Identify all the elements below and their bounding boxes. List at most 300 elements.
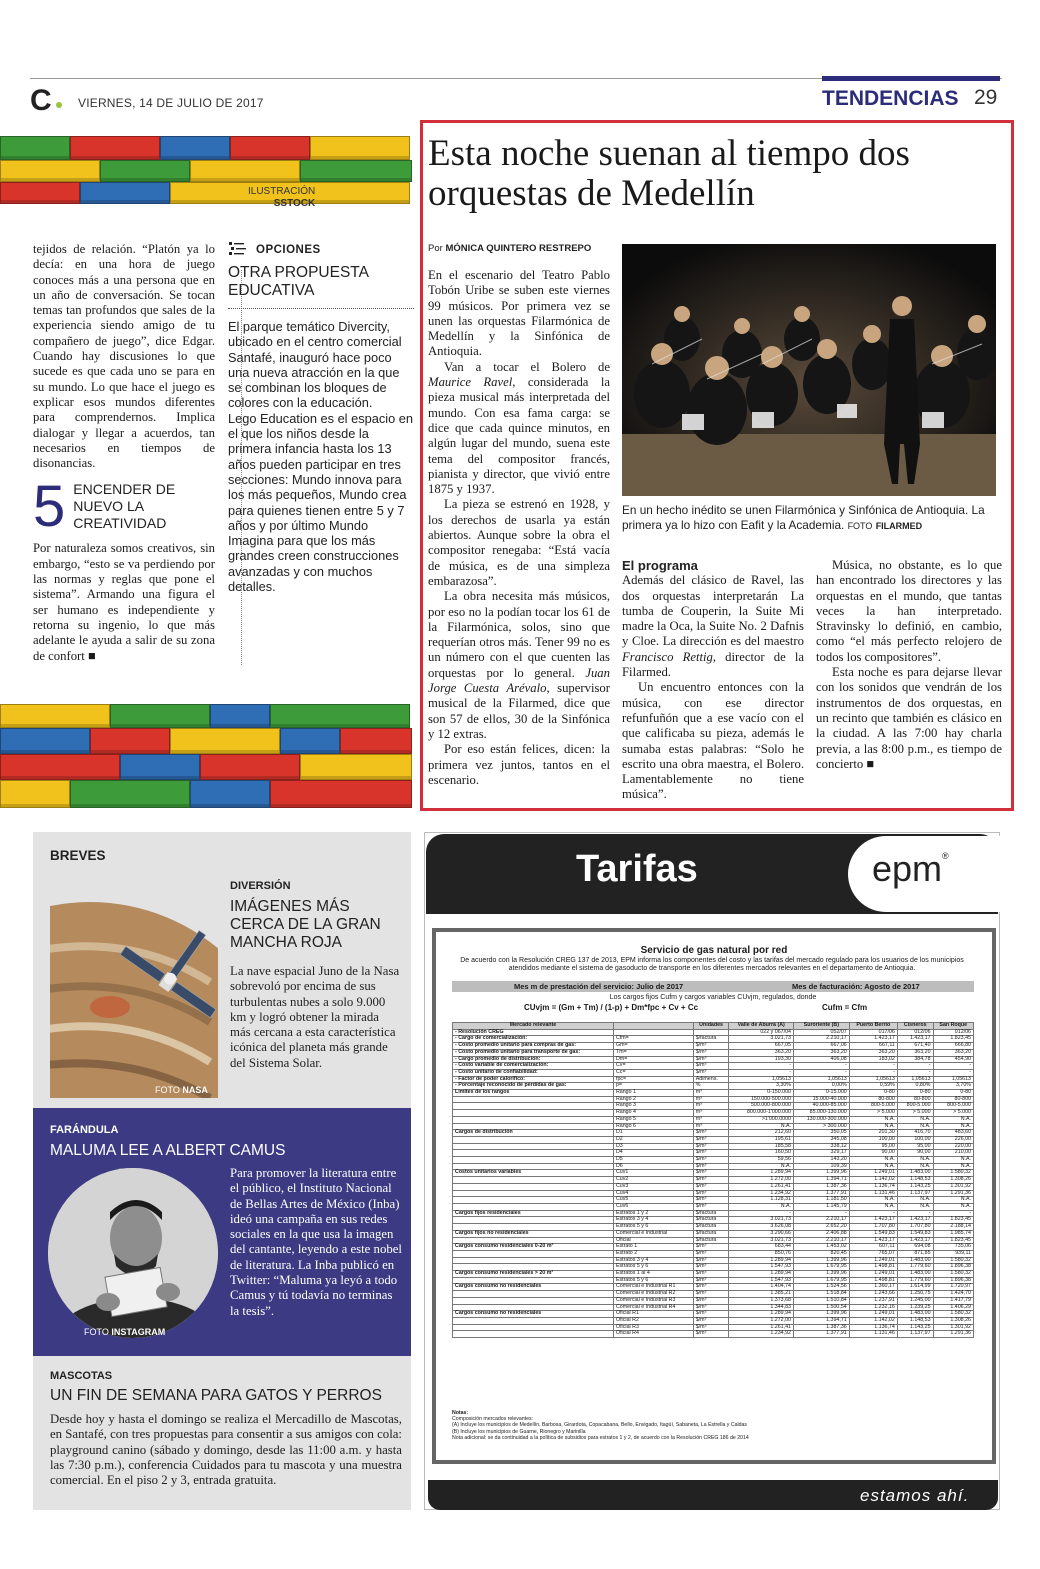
- table-header-cell: Puerto Berrío: [849, 1023, 897, 1030]
- orchestra-photo: [622, 244, 996, 496]
- table-cell: Estratos 5 y 6: [613, 1277, 693, 1284]
- table-cell: $/m³: [693, 1056, 729, 1063]
- table-cell: 2.210,17: [794, 1036, 850, 1043]
- table-cell: $/m³: [693, 1291, 729, 1298]
- table-cell: -: [794, 1210, 850, 1217]
- table-cell: -: [933, 1063, 973, 1070]
- table-cell: 1.249,01: [849, 1257, 897, 1264]
- table-cell: 1.234,92: [729, 1331, 794, 1338]
- table-cell: [453, 1116, 614, 1123]
- byline-prefix: Por: [428, 243, 443, 254]
- note-extra: Nota adicional: se da continuidad a la política de subsidios para estratos 1 y 2, de acuerdo con la Resolución CREG 186 de 2014: [452, 1434, 749, 1441]
- tariff-table: [452, 1022, 974, 1338]
- breves-heading: BREVES: [50, 848, 106, 863]
- photo-credit-source: INSTAGRAM: [111, 1327, 166, 1337]
- table-cell: 1.614,99: [897, 1284, 933, 1291]
- photo-credit: [84, 1327, 165, 1337]
- table-cell: 220,00: [933, 1143, 973, 1150]
- table-cell: $/m³: [693, 1264, 729, 1271]
- logo-dot-icon: [56, 102, 62, 108]
- table-cell: N.A.: [849, 1203, 897, 1210]
- table-cell: Estratos 5 y 6: [613, 1264, 693, 1271]
- lego-brick: [0, 704, 110, 728]
- illustration-credit: [248, 186, 315, 210]
- table-cell: [453, 1250, 614, 1257]
- table-cell: 1.549,83: [849, 1230, 897, 1237]
- table-cell: $/m³: [693, 1183, 729, 1190]
- table-cell: 1.580,32: [933, 1257, 973, 1264]
- table-cell: Oficial R4: [613, 1331, 693, 1338]
- table-cell: - Porcentaje reconocido de pérdidas de gas:: [453, 1083, 614, 1090]
- photo-credit: [155, 1085, 208, 1095]
- table-cell: [453, 1197, 614, 1204]
- table-cell: $/m³: [693, 1130, 729, 1137]
- table-cell: N.A.: [729, 1123, 794, 1130]
- lego-brick: [230, 136, 310, 160]
- table-cell: 1.823,45: [933, 1237, 973, 1244]
- table-row: [453, 1230, 974, 1237]
- table-cell: 1.406,29: [933, 1304, 973, 1311]
- table-cell: 2.406,88: [794, 1230, 850, 1237]
- table-cell: 363,20: [897, 1049, 933, 1056]
- lego-brick: [300, 160, 412, 182]
- article-paragraph: En el escenario del Teatro Pablo Tobón Uribe se suben este viernes 99 músicos. Por primera vez se unen las orquestas Filarmónica de Medellín y la Sinfónica de Antioquia.: [428, 268, 610, 359]
- table-cell: 666,80: [933, 1043, 973, 1050]
- article-paragraph: Esta noche es para dejarse llevar con los sonidos que vendrán de los instrumentos de dos orquestas, en un recinto que también es clásico en la ciudad. A las 7:00 hay charla previa, a las 8:00 p.m., es tiempo de concierto ■: [816, 665, 1002, 771]
- table-row: [453, 1143, 974, 1150]
- table-cell: 1.549,83: [897, 1230, 933, 1237]
- person-name: Francisco Rettig: [622, 649, 713, 664]
- table-cell: $/factura: [693, 1237, 729, 1244]
- table-cell: 100,00: [897, 1136, 933, 1143]
- table-cell: Cargos fijos residenciales: [453, 1210, 614, 1217]
- section-title: TENDENCIAS: [822, 87, 959, 110]
- step-title: ENCENDER DE NUEVO LA CREATIVIDAD: [73, 481, 176, 532]
- table-row: [453, 1250, 974, 1257]
- table-cell: 1.261,41: [729, 1324, 794, 1331]
- table-cell: %: [693, 1083, 729, 1090]
- table-cell: $/m³: [693, 1063, 729, 1070]
- photo-credit-source: NASA: [182, 1085, 208, 1095]
- table-cell: Comercial e Industrial R2: [613, 1291, 693, 1298]
- table-cell: $/m³: [693, 1203, 729, 1210]
- table-cell: Dm=: [613, 1056, 693, 1063]
- table-cell: 1.272,00: [729, 1317, 794, 1324]
- table-cell: 1.243,66: [849, 1291, 897, 1298]
- table-cell: 667,05: [729, 1043, 794, 1050]
- table-cell: $/m³: [693, 1143, 729, 1150]
- lego-brick: [80, 182, 170, 204]
- table-cell: -: [729, 1063, 794, 1070]
- table-cell: D5: [613, 1157, 693, 1164]
- table-cell: m³: [693, 1103, 729, 1110]
- table-cell: 012/06: [933, 1029, 973, 1036]
- table-cell: 95,00: [849, 1143, 897, 1150]
- table-cell: 1.249,01: [849, 1170, 897, 1177]
- farandula-title: MALUMA LEE A ALBERT CAMUS: [50, 1142, 286, 1159]
- table-row: [453, 1257, 974, 1264]
- lego-brick: [270, 780, 412, 808]
- table-cell: 667,06: [794, 1043, 850, 1050]
- table-cell: 1.399,96: [794, 1257, 850, 1264]
- table-cell: 1.301,92: [933, 1183, 973, 1190]
- table-row: [453, 1083, 974, 1090]
- table-cell: $/m³: [693, 1069, 729, 1076]
- lego-brick: [70, 780, 190, 808]
- table-cell: N.A.: [729, 1163, 794, 1170]
- table-cell: 1.245,00: [897, 1297, 933, 1304]
- lego-brick: [90, 728, 170, 754]
- ad-title: Tarifas: [576, 848, 698, 890]
- table-cell: Comercial e Industrial R3: [613, 1297, 693, 1304]
- table-cell: N.A.: [933, 1157, 973, 1164]
- lego-brick: [340, 728, 412, 754]
- table-cell: $/m³: [693, 1304, 729, 1311]
- table-cell: 939,11: [933, 1250, 973, 1257]
- table-cell: 1.142,02: [849, 1177, 897, 1184]
- lego-brick: [190, 160, 300, 182]
- step-heading: [33, 481, 215, 533]
- table-cell: -: [849, 1210, 897, 1217]
- table-cell: 1.580,32: [933, 1311, 973, 1318]
- caption-text: En un hecho inédito se unen Filarmónica y Sinfónica de Antioquia. La primera ya lo hizo con Eafit y la Academia.: [622, 503, 985, 532]
- table-header-cell: Suroriente (B): [794, 1023, 850, 1030]
- table-cell: 1.424,70: [933, 1291, 973, 1298]
- opciones-body: [228, 319, 414, 594]
- table-cell: 1.360,17: [849, 1284, 897, 1291]
- table-cell: 0-150.000: [729, 1090, 794, 1097]
- table-cell: Cargos consumo no residenciales: [453, 1311, 614, 1318]
- table-cell: 1.291,36: [933, 1190, 973, 1197]
- table-cell: Rango 2: [613, 1096, 693, 1103]
- table-cell: N.A.: [933, 1123, 973, 1130]
- table-cell: Oficial: [613, 1237, 693, 1244]
- table-cell: 1.524,56: [794, 1284, 850, 1291]
- table-cell: 1.250,75: [897, 1291, 933, 1298]
- table-cell: 1.423,17: [849, 1237, 897, 1244]
- table-row: [453, 1317, 974, 1324]
- table-cell: 0-80: [933, 1090, 973, 1097]
- table-row: [453, 1136, 974, 1143]
- table-cell: D1: [613, 1130, 693, 1137]
- tariff-intro: De acuerdo con la Resolución CREG 137 de 2013, EPM informa los componentes del costo y las tarifas del mercado regulado para los usuarios de los municipios atendidos mediante el sistema de gasoducto de transporte en los diferentes mercados relevantes en el departamento de Antioquia.: [460, 957, 964, 972]
- table-cell: >1'000.0000: [729, 1116, 794, 1123]
- maluma-photo: [48, 1168, 218, 1338]
- table-row: [453, 1311, 974, 1318]
- table-cell: 1.399,96: [794, 1170, 850, 1177]
- table-cell: 3.290,66: [729, 1230, 794, 1237]
- table-cell: 1,05613: [897, 1076, 933, 1083]
- table-cell: 416,70: [897, 1130, 933, 1137]
- table-cell: 85.000-130.000: [794, 1110, 850, 1117]
- table-cell: 1.289,94: [729, 1257, 794, 1264]
- table-cell: $/factura: [693, 1217, 729, 1224]
- table-row: [453, 1170, 974, 1177]
- table-cell: - Costo unitario de confiabilidad:: [453, 1069, 614, 1076]
- billing-period-bar: [452, 981, 974, 992]
- table-cell: Comercial e Industrial: [613, 1230, 693, 1237]
- article-paragraph: [622, 573, 804, 680]
- table-cell: 80-800: [849, 1096, 897, 1103]
- table-cell: 1.483,00: [897, 1170, 933, 1177]
- table-cell: 1.232,16: [849, 1304, 897, 1311]
- table-cell: -: [897, 1210, 933, 1217]
- table-cell: N.A.: [933, 1116, 973, 1123]
- table-cell: 1.823,45: [933, 1036, 973, 1043]
- juno-jupiter-photo: [50, 872, 218, 1098]
- table-cell: 1.131,46: [849, 1190, 897, 1197]
- reader-portrait-illustration: [48, 1168, 218, 1338]
- table-cell: 1.498,81: [849, 1264, 897, 1271]
- opciones-heading: [228, 240, 414, 256]
- table-cell: [453, 1291, 614, 1298]
- table-cell: 363,20: [933, 1049, 973, 1056]
- table-cell: 1,05613: [729, 1076, 794, 1083]
- table-cell: 800-5.000: [897, 1103, 933, 1110]
- table-cell: N.A.: [897, 1123, 933, 1130]
- table-cell: 3.021,73: [729, 1036, 794, 1043]
- table-cell: 765,07: [849, 1250, 897, 1257]
- table-cell: N.A.: [897, 1116, 933, 1123]
- table-cell: 1.289,94: [729, 1311, 794, 1318]
- table-cell: Cargos de distribución: [453, 1130, 614, 1137]
- table-cell: Adimens.: [693, 1076, 729, 1083]
- table-cell: D4: [613, 1150, 693, 1157]
- article-paragraph: [428, 360, 610, 498]
- table-cell: 338,12: [794, 1143, 850, 1150]
- formula-variable: CUvjm = (Gm + Tm) / (1-p) + Dm*fpc + Cv + Cc: [524, 1003, 699, 1012]
- table-cell: 345,08: [794, 1136, 850, 1143]
- lego-illustration-bottom: [0, 700, 412, 808]
- table-row: [453, 1244, 974, 1251]
- table-cell: $/factura: [693, 1036, 729, 1043]
- table-row: [453, 1130, 974, 1137]
- table-cell: 1.301,92: [933, 1324, 973, 1331]
- table-cell: m³: [693, 1110, 729, 1117]
- table-cell: 1.145,79: [794, 1203, 850, 1210]
- table-cell: -: [729, 1069, 794, 1076]
- table-cell: > 5.000: [849, 1110, 897, 1117]
- mascotas-body: Desde hoy y hasta el domingo se realiza el Mercadillo de Mascotas, en Santafé, con tres propuestas para consentir a sus amigos con cola: playground canino (sábado y domingo, desde las 11:00 a.m. y hasta las 7:30 p.m.), conferencia Cuidados para tu mascota y una muestra comercial. En el piso 2 y 3, entrada gratuita.: [50, 1412, 402, 1488]
- table-cell: - Factor de poder calorífico:: [453, 1076, 614, 1083]
- table-cell: Cuv2: [613, 1177, 693, 1184]
- table-cell: 1.136,74: [849, 1324, 897, 1331]
- table-row: [453, 1297, 974, 1304]
- table-cell: 1.272,00: [729, 1177, 794, 1184]
- table-cell: $/m³: [693, 1297, 729, 1304]
- table-cell: 1.896,38: [933, 1277, 973, 1284]
- table-row: [453, 1103, 974, 1110]
- table-cell: m³: [693, 1090, 729, 1097]
- table-cell: Cc=: [613, 1069, 693, 1076]
- jupiter-illustration: [50, 872, 218, 1098]
- table-cell: [453, 1096, 614, 1103]
- table-cell: -: [933, 1069, 973, 1076]
- table-cell: $/m³: [693, 1157, 729, 1164]
- article-column-3: [816, 558, 1002, 772]
- table-cell: $/m³: [693, 1043, 729, 1050]
- table-cell: N.A.: [849, 1163, 897, 1170]
- lego-brick: [310, 136, 410, 160]
- table-cell: 1.394,71: [794, 1317, 850, 1324]
- table-cell: $/m³: [693, 1150, 729, 1157]
- lego-brick: [170, 728, 280, 754]
- table-cell: 350,05: [794, 1130, 850, 1137]
- table-row: [453, 1123, 974, 1130]
- table-cell: 1.148,53: [897, 1177, 933, 1184]
- note-b: (B) Incluye los municipios de Guarne, Rionegro y Marinilla: [452, 1428, 586, 1435]
- table-cell: 1.249,01: [849, 1271, 897, 1278]
- newspaper-logo: C: [30, 84, 52, 117]
- table-cell: [453, 1150, 614, 1157]
- mascotas-title: UN FIN DE SEMANA PARA GATOS Y PERROS: [50, 1387, 382, 1404]
- table-cell: Estrato 1: [613, 1244, 693, 1251]
- table-cell: 15.000-40.000: [794, 1096, 850, 1103]
- table-cell: 800.000-1'000.000: [729, 1110, 794, 1117]
- article-column-1: [428, 268, 610, 788]
- table-cell: 694,08: [897, 1244, 933, 1251]
- table-header-cell: [613, 1023, 693, 1030]
- page-number: 29: [974, 86, 998, 109]
- table-cell: N.A.: [849, 1197, 897, 1204]
- table-cell: 363,20: [849, 1049, 897, 1056]
- table-cell: 1.404,74: [729, 1284, 794, 1291]
- brand-name: epm: [872, 848, 943, 889]
- lego-brick: [0, 160, 100, 182]
- table-cell: m³: [693, 1123, 729, 1130]
- table-cell: 1.779,60: [897, 1277, 933, 1284]
- table-cell: $/m³: [693, 1331, 729, 1338]
- diversion-title: IMÁGENES MÁS CERCA DE LA GRAN MANCHA ROJA: [230, 898, 381, 951]
- table-cell: 735,06: [933, 1244, 973, 1251]
- table-cell: 1.483,00: [897, 1271, 933, 1278]
- table-cell: 40.000-85.000: [794, 1103, 850, 1110]
- table-cell: m³: [693, 1096, 729, 1103]
- table-cell: 1.148,53: [897, 1317, 933, 1324]
- table-cell: 1.547,93: [729, 1277, 794, 1284]
- lego-brick: [270, 704, 410, 728]
- table-cell: Cargos fijos no residenciales: [453, 1230, 614, 1237]
- table-cell: -: [933, 1210, 973, 1217]
- table-cell: 1.344,83: [729, 1304, 794, 1311]
- table-cell: 1.131,46: [849, 1331, 897, 1338]
- formula-label: Los cargos fijos Cufm y cargos variables CUvjm, regulados, donde: [609, 994, 817, 1001]
- table-cell: $/m³: [693, 1277, 729, 1284]
- notes-title: Notas:: [452, 1410, 469, 1416]
- table-header-cell: Mercado relevante: [453, 1023, 614, 1030]
- lego-brick: [0, 136, 70, 160]
- table-header-cell: Unidades: [693, 1023, 729, 1030]
- table-cell: $/m³: [693, 1250, 729, 1257]
- table-cell: Rango 6: [613, 1123, 693, 1130]
- table-cell: 95,00: [897, 1143, 933, 1150]
- table-cell: 3.021,73: [729, 1237, 794, 1244]
- lego-brick: [210, 704, 270, 728]
- table-row: [453, 1324, 974, 1331]
- table-cell: 1.143,25: [897, 1183, 933, 1190]
- table-cell: 160,50: [729, 1150, 794, 1157]
- table-cell: Rango 3: [613, 1103, 693, 1110]
- table-cell: 1.423,17: [849, 1217, 897, 1224]
- opciones-paragraph: Lego Education es el espacio en el que los niños desde la primera infancia hasta los 13 años pueden participar en tres secciones: Mundo innova para los más pequeños, Mundo crea para quienes tienen entre 5 y 7 años y por último Mundo Imagina para que los más grandes creen construcciones avanzadas y con muchos detalles.: [228, 410, 413, 595]
- byline-author: MÓNICA QUINTERO RESTREPO: [445, 243, 592, 254]
- table-cell: D6: [613, 1163, 693, 1170]
- table-cell: Comercial e Industrial R1: [613, 1284, 693, 1291]
- table-cell: 2.188,14: [933, 1224, 973, 1231]
- table-cell: 820,45: [794, 1250, 850, 1257]
- table-cell: 052/07: [794, 1029, 850, 1036]
- table-cell: -: [794, 1063, 850, 1070]
- photo-credit-prefix: FOTO: [155, 1085, 180, 1095]
- table-cell: 109,39: [794, 1163, 850, 1170]
- table-cell: 143,20: [794, 1157, 850, 1164]
- step-number: 5: [33, 481, 66, 534]
- table-cell: 850,76: [729, 1250, 794, 1257]
- table-cell: 1.823,45: [933, 1217, 973, 1224]
- table-cell: 1.394,71: [794, 1177, 850, 1184]
- illustration-label: ILUSTRACIÓN: [248, 186, 316, 197]
- table-cell: 185,58: [729, 1143, 794, 1150]
- table-cell: Cuv4: [613, 1190, 693, 1197]
- table-cell: 1.308,26: [933, 1317, 973, 1324]
- table-cell: 1.707,80: [849, 1224, 897, 1231]
- text-run: , considerada la pieza musical más interpretada del mundo. Con esa fama carga: se dice que cada quince minutos, en algún lugar del mundo, suena este tema del compositor francés, pianista y director, que vivió entre 1875 y 1937.: [428, 375, 610, 497]
- table-row: [453, 1157, 974, 1164]
- table-cell: 1.510,84: [794, 1297, 850, 1304]
- table-cell: 1.234,92: [729, 1190, 794, 1197]
- table-cell: $/m³: [693, 1190, 729, 1197]
- table-cell: 80-800: [897, 1096, 933, 1103]
- table-cell: Rango 4: [613, 1110, 693, 1117]
- text-run: Además del clásico de Ravel, las dos orquestas interpretarán La tumba de Couperin, la Suite Mi madre la Oca, la Suite No. 2 Dafnis y Cloe. La dirección es del maestro: [622, 573, 804, 649]
- article-paragraph: La pieza se estrenó en 1928, y los derechos de usarla ya están abiertos. Aunque sobre la obra el compositor renegaba: “Está vacía de música, es de una simpleza embarazosa”.: [428, 497, 610, 588]
- table-cell: [453, 1136, 614, 1143]
- table-cell: 667,11: [849, 1043, 897, 1050]
- text-run: Van a tocar el Bolero de: [444, 359, 610, 374]
- table-cell: 483,60: [933, 1130, 973, 1137]
- table-cell: Oficial R3: [613, 1324, 693, 1331]
- table-cell: Límites de los rangos: [453, 1090, 614, 1097]
- table-cell: $/m³: [693, 1324, 729, 1331]
- lego-brick: [300, 754, 412, 780]
- table-cell: Costos unitarios variables: [453, 1170, 614, 1177]
- table-body: [453, 1029, 974, 1337]
- table-row: [453, 1331, 974, 1338]
- issue-date: VIERNES, 14 DE JULIO DE 2017: [78, 96, 264, 110]
- table-row: [453, 1177, 974, 1184]
- table-cell: 1.423,17: [897, 1036, 933, 1043]
- opciones-paragraph: El parque temático Divercity, ubicado en el centro comercial Santafé, inauguró hace poco una nueva atracción en la que se combinan los bloques de colores con la educación.: [228, 319, 402, 411]
- table-cell: 2.210,17: [794, 1237, 850, 1244]
- table-cell: 1.547,93: [729, 1264, 794, 1271]
- table-cell: [453, 1257, 614, 1264]
- table-cell: 1.308,26: [933, 1177, 973, 1184]
- table-cell: 1.518,84: [794, 1291, 850, 1298]
- article-paragraph: Música, no obstante, es lo que han encontrado los directores y las orquestas en el mundo, que tantas veces la han interpretado. Stravinsky lo definió, en cambio, como “el más perfecto relojero de todos los compositores”.: [816, 558, 1002, 664]
- table-cell: 1.720,97: [933, 1284, 973, 1291]
- table-cell: 607,11: [849, 1244, 897, 1251]
- table-cell: 1.399,96: [794, 1271, 850, 1278]
- article-paragraph: Por naturaleza somos creativos, sin embargo, “esto se va perdiendo por las normas y reglas que pone el sistema”. Armando una figura el ser humano es independiente y retorna su ingenio, lo que más adelante le ayuda a salir de su zona de confort ■: [33, 541, 215, 663]
- table-cell: 1.498,81: [849, 1277, 897, 1284]
- table-cell: 1.249,01: [849, 1311, 897, 1318]
- table-cell: 1.779,60: [897, 1264, 933, 1271]
- table-cell: D3: [613, 1143, 693, 1150]
- table-cell: N.A.: [933, 1197, 973, 1204]
- table-cell: 1,05613: [933, 1076, 973, 1083]
- table-cell: 500.000-800.000: [729, 1103, 794, 1110]
- table-row: [453, 1271, 974, 1278]
